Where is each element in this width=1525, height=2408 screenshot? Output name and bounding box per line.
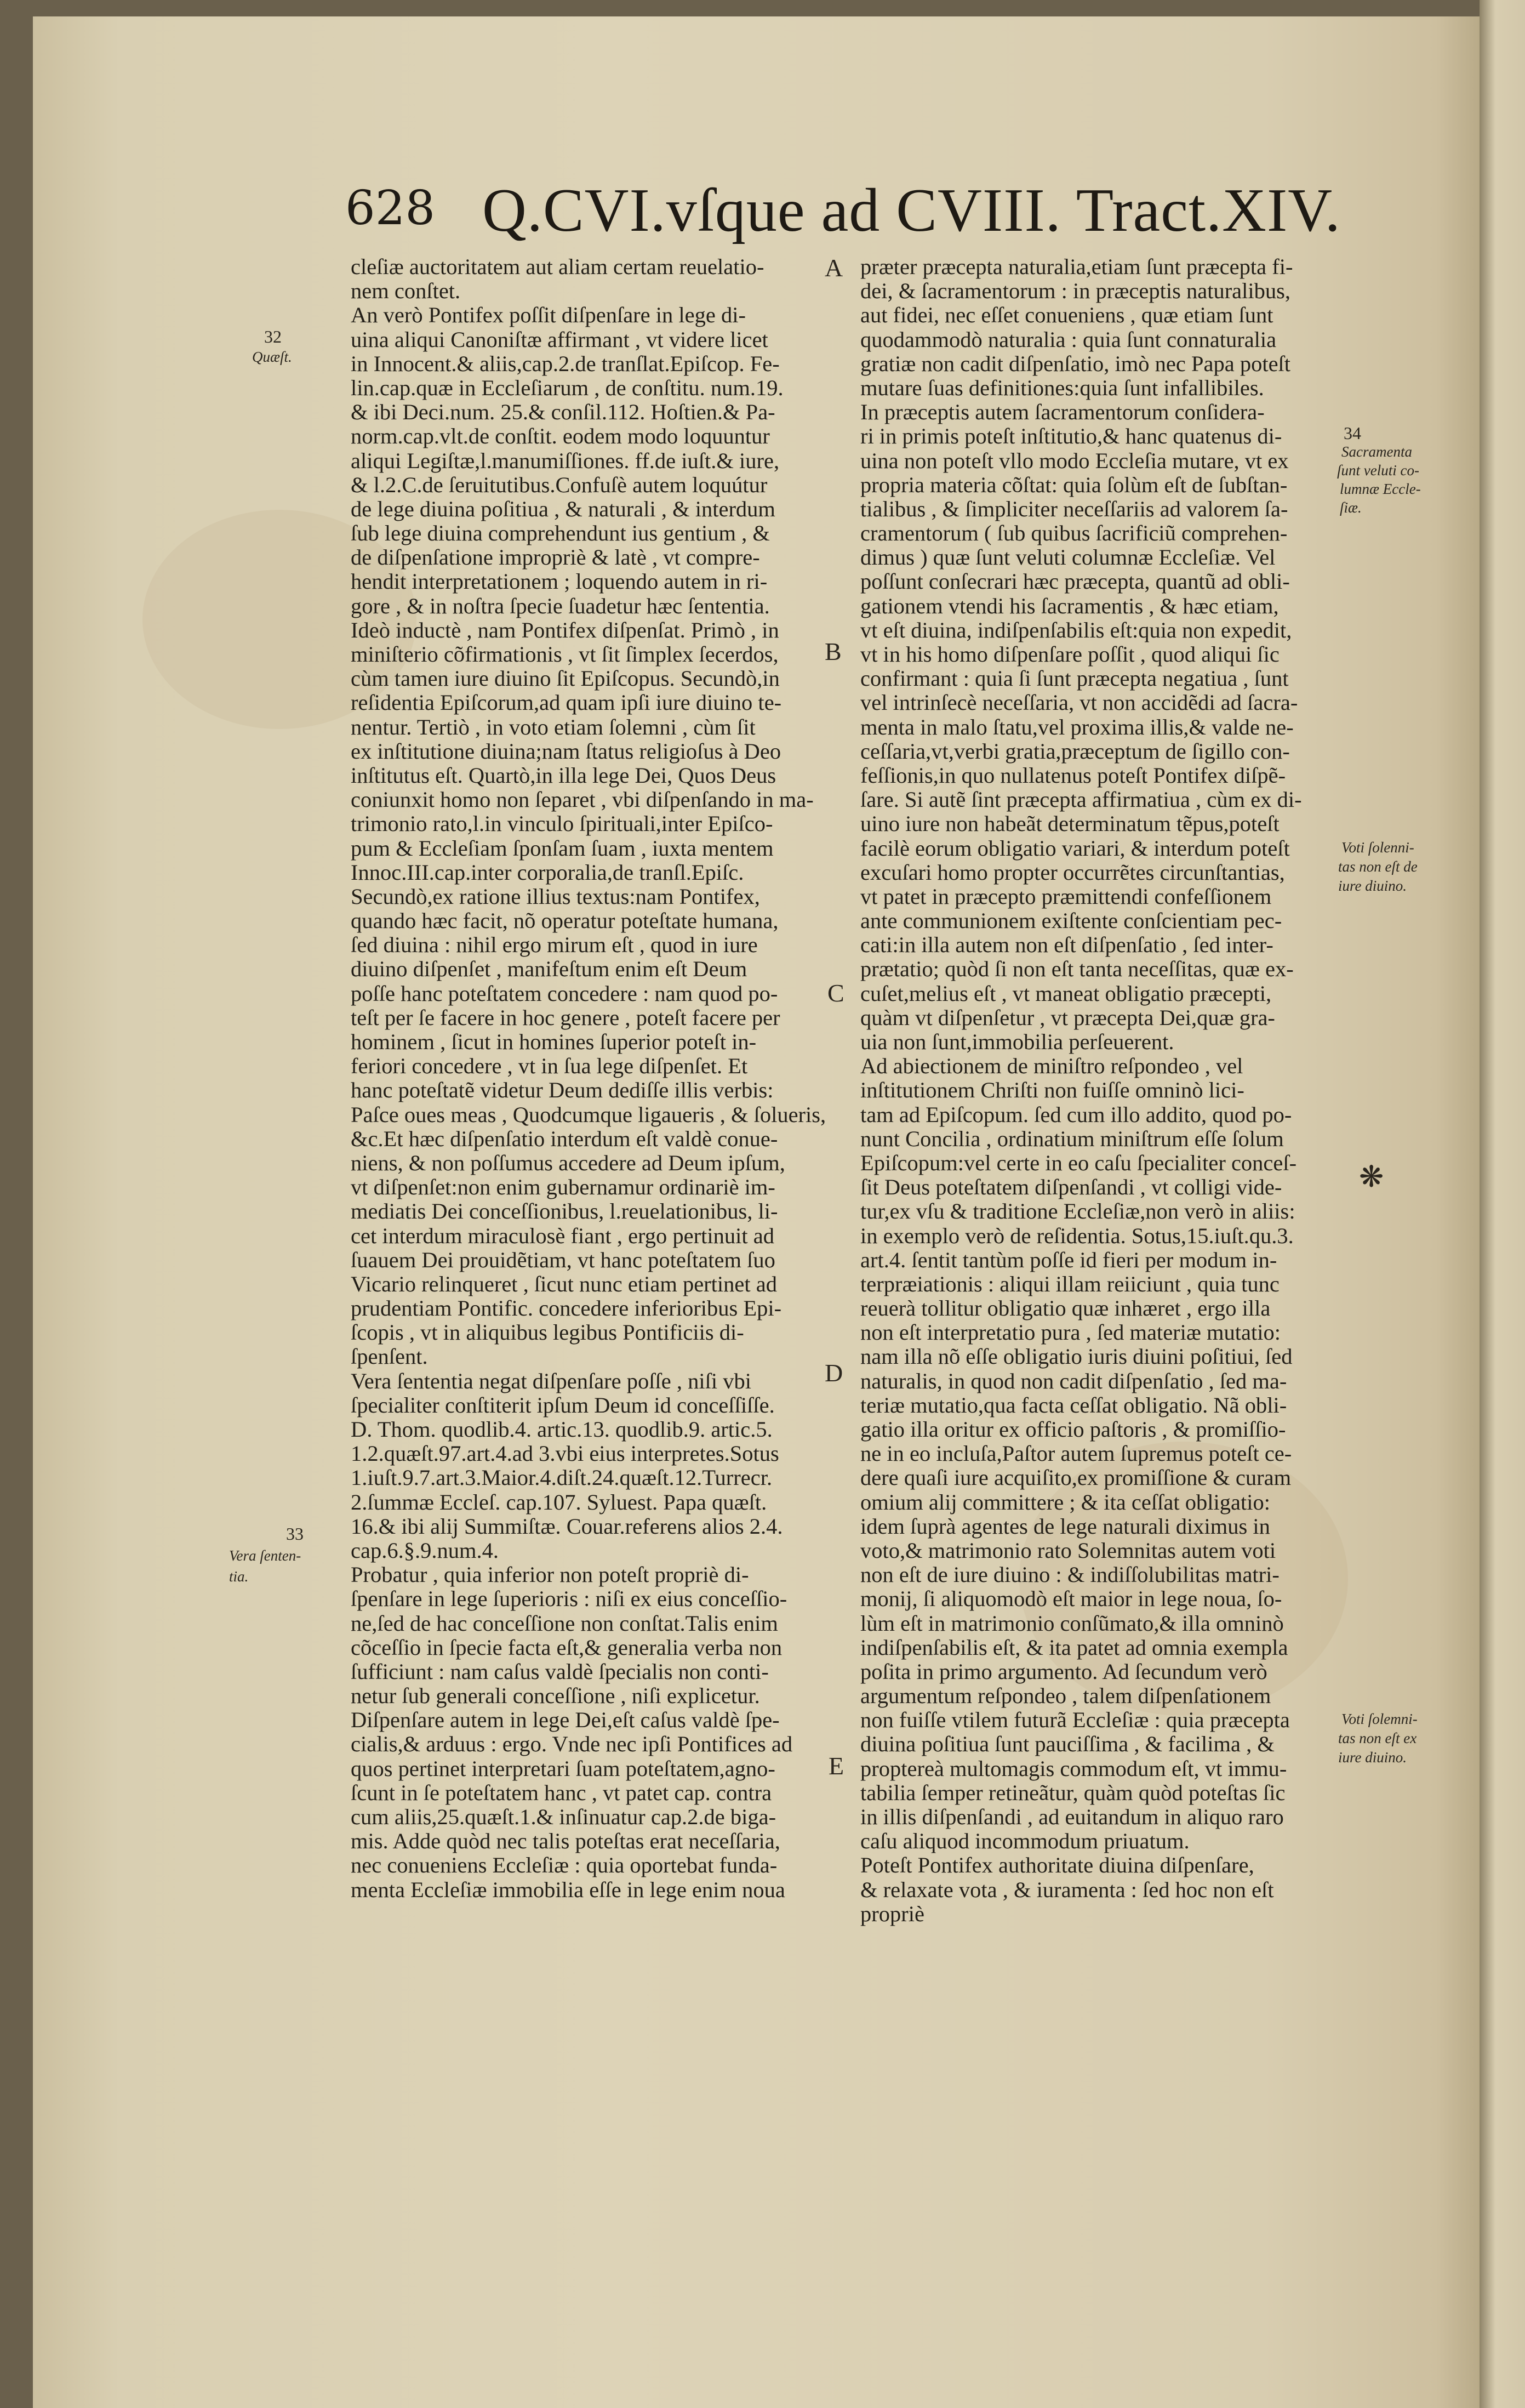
text-line: monij, ſi aliquomodò eſt maior in lege noua, ſo-	[860, 1586, 1282, 1612]
text-line: ſpecialiter conſtiterit ipſum Deum id conceſſiſſe.	[351, 1392, 775, 1418]
text-line: ſcunt in ſe poteſtatem hanc , vt patet cap. contra	[351, 1780, 772, 1805]
margin-note-quaest: Quæſt.	[252, 349, 292, 365]
text-line: præter præcepta naturalia,etiam ſunt præcepta fi-	[860, 255, 1293, 279]
right-text-column	[860, 255, 1356, 2184]
text-line: dere quaſi iure acquiſito,ex promiſſione & curam	[860, 1465, 1292, 1490]
text-line: voto,& matrimonio rato Solemnitas autem voti	[860, 1538, 1276, 1563]
text-line: vel intrinſecè neceſſaria, vt non accidẽdi ad ſacra-	[860, 690, 1298, 715]
text-line: cuſet,melius eſt , vt maneat obligatio præcepti,	[860, 981, 1272, 1006]
margin-note-voti-2c: iure diuino.	[1338, 1749, 1407, 1766]
next-page-edge	[1480, 0, 1525, 2408]
section-letter-b: B	[825, 637, 842, 665]
text-line: Ad abiectionem de miniſtro reſpondeo , vel	[860, 1054, 1243, 1079]
text-line: non eſt interpretatio pura , ſed materiæ mutatio:	[860, 1320, 1281, 1345]
text-line: nem conſtet.	[351, 278, 461, 304]
text-line: cõceſſio in ſpecie facta eſt,& generalia verba non	[351, 1635, 783, 1660]
margin-number-33: 33	[286, 1524, 304, 1544]
running-title: Q.CVI.vſque ad CVIII. Tract.XIV.	[482, 177, 1341, 244]
text-line: tam ad Epiſcopum. ſed cum illo addito, quod po-	[860, 1102, 1292, 1127]
text-line: trimonio rato,l.in vinculo ſpirituali,inter Epiſco-	[351, 811, 773, 836]
text-line: indiſpenſabilis eſt, & ita patet ad omnia exempla	[860, 1635, 1288, 1660]
text-line: mediatis Dei conceſſionibus, l.reuelationibus, li-	[351, 1199, 778, 1224]
text-line: vt patet in præcepto præmittendi confeſſionem	[860, 884, 1272, 909]
text-line: ex inſtitutione diuina;nam ſtatus religioſus à Deo	[351, 738, 781, 764]
text-line: uino iure non habeãt determinatum tẽpus,poteſt	[860, 811, 1280, 836]
text-line: omium alij committere ; & ita ceſſat obligatio:	[860, 1489, 1270, 1515]
text-line: norm.cap.vlt.de conſtit. eodem modo loquuntur	[351, 424, 770, 449]
text-line: facilè eorum obligatio variari, & interdum poteſt	[860, 835, 1290, 861]
text-line: tabilia ſemper retineãtur, quàm quòd poteſtas ſic	[860, 1780, 1286, 1805]
text-line: in illis diſpenſandi , ad euitandum in aliquo raro	[860, 1804, 1284, 1829]
text-line: dimus ) quæ ſunt veluti columnæ Eccleſiæ. Vel	[860, 545, 1276, 570]
left-text-column	[351, 255, 844, 2184]
text-line: confirmant : quia ſi ſunt præcepta negatiua , ſunt	[860, 666, 1289, 691]
text-line: gore , & in noſtra ſpecie ſuadetur hæc ſententia.	[351, 593, 770, 618]
text-line: aut fidei, nec eſſet conueniens , quæ etiam ſunt	[860, 303, 1273, 328]
text-line: & relaxate vota , & iuramenta : ſed hoc non eſt	[860, 1877, 1274, 1902]
section-letter-e: E	[829, 1752, 844, 1780]
text-line: ſpenſare in lege ſuperioris : niſi ex eius conceſſio-	[351, 1586, 787, 1612]
margin-note-voti-2a: Voti ſolemni-	[1341, 1711, 1418, 1727]
text-line: poſſe hanc poteſtatem concedere : nam quod po-	[351, 981, 778, 1006]
text-line: ſcopis , vt in aliquibus legibus Pontificiis di-	[351, 1320, 744, 1345]
text-line: ceſſaria,vt,verbi gratia,præceptum de ſigillo con-	[860, 738, 1290, 764]
text-line: caſu aliquod incommodum priuatum.	[860, 1829, 1190, 1854]
margin-note-sacramenta-3: lumnæ Eccle-	[1340, 481, 1421, 497]
text-line: ſit Deus poteſtatem diſpenſandi , vt colligi vide-	[860, 1175, 1282, 1200]
margin-note-sacramenta-2: ſunt veluti co-	[1337, 462, 1419, 479]
text-line: lùm eſt in matrimonio conſũmato,& illa omninò	[860, 1610, 1284, 1636]
text-line: uia non ſunt,immobilia perſeuerent.	[860, 1029, 1174, 1054]
text-line: niens, & non poſſumus accedere ad Deum ipſum,	[351, 1150, 785, 1175]
text-line: cleſiæ auctoritatem aut aliam certam reuelatio-	[351, 255, 764, 279]
text-line: &c.Et hæc diſpenſatio interdum eſt valdè conue-	[351, 1126, 778, 1151]
text-line: nunt Concilia , ordinatium miniſtrum eſſe ſolum	[860, 1126, 1284, 1151]
text-line: ſub lege diuina comprehendunt ius gentium , &	[351, 521, 770, 546]
text-line: aliqui Legiſtæ,l.manumiſſiones. ff.de iuſt.& iure,	[351, 448, 780, 473]
text-line: gatio illa oritur ex officio paſtoris , & promiſſio-	[860, 1417, 1286, 1442]
text-line: teriæ mutatio,qua facta ceſſat obligatio. Nã obli-	[860, 1392, 1287, 1418]
text-line: ne in eo incluſa,Paſtor autem ſupremus poteſt ce-	[860, 1441, 1292, 1466]
text-line: Ideò inductè , nam Pontifex diſpenſat. Primò , in	[351, 617, 779, 642]
text-line: in exemplo verò de reſidentia. Sotus,15.iuſt.qu.3.	[860, 1223, 1294, 1248]
text-line: cet interdum miraculosè fiant , ergo pertinuit ad	[351, 1223, 775, 1248]
margin-number-32: 32	[264, 327, 282, 346]
text-line: de diſpenſatione impropriè & latè , vt compre-	[351, 545, 760, 570]
text-line: An verò Pontifex poſſit diſpenſare in lege di-	[351, 303, 746, 328]
text-line: cati:in illa autem non eſt diſpenſatio , ſed inter-	[860, 932, 1273, 958]
text-line: 1.iuſt.9.7.art.3.Maior.4.diſt.24.quæſt.12.Turrecr.	[351, 1465, 773, 1490]
text-line: quando hæc facit, nõ operatur poteſtate humana,	[351, 908, 779, 933]
text-line: feſſionis,in quo nullatenus poteſt Pontifex diſpẽ-	[860, 762, 1286, 788]
text-line: Vera ſententia negat diſpenſare poſſe , niſi vbi	[351, 1368, 751, 1393]
text-line: feriori concedere , vt in ſua lege diſpenſet. Et	[351, 1054, 748, 1079]
margin-note-voti-1b: tas non eſt de	[1338, 858, 1418, 875]
page-number: 628	[345, 181, 436, 236]
text-line: 2.ſummæ Eccleſ. cap.107. Syluest. Papa quæſt.	[351, 1489, 767, 1515]
text-line: D. Thom. quodlib.4. artic.13. quodlib.9. artic.5.	[351, 1417, 773, 1442]
text-line: ne,ſed de hac conceſſione non conſtat.Talis enim	[351, 1610, 778, 1636]
text-line: reuerà tollitur obligatio quæ inhæret , ergo illa	[860, 1296, 1271, 1321]
margin-number-34: 34	[1344, 423, 1361, 443]
text-line: Diſpenſare autem in lege Dei,eſt caſus valdè ſpe-	[351, 1707, 780, 1733]
text-line: non fuiſſe vtilem futurã Eccleſiæ : quia præcepta	[860, 1707, 1290, 1733]
text-line: & l.2.C.de ſeruitutibus.Confuſè autem loquútur	[351, 472, 768, 497]
section-letter-a: A	[825, 254, 843, 282]
text-line: tialibus , & ſimpliciter neceſſariis ad valorem ſa-	[860, 496, 1288, 521]
text-line: propria materia cõſtat: quia ſolùm eſt de ſubſtan-	[860, 472, 1288, 497]
text-line: argumentum reſpondeo , talem diſpenſationem	[860, 1683, 1271, 1709]
text-line: In præceptis autem ſacramentorum conſidera-	[860, 400, 1265, 425]
text-line: cialis,& arduus : ergo. Vnde nec ipſi Pontifices ad	[351, 1732, 793, 1757]
text-line: miniſterio cõfirmationis , vt ſit ſimplex ſecerdos,	[351, 642, 779, 667]
text-line: naturalis, in quod non cadit diſpenſatio , ſed ma-	[860, 1368, 1287, 1393]
text-line: & ibi Deci.num. 25.& conſil.112. Hoſtien.& Pa-	[351, 400, 775, 425]
text-line: ante communionem exiſtente conſcientiam pec-	[860, 908, 1282, 933]
text-line: prudentiam Pontific. concedere inferioribus Epi-	[351, 1296, 782, 1321]
text-line: in Innocent.& aliis,cap.2.de tranſlat.Epiſcop. Fe-	[351, 351, 780, 376]
margin-note-vera-sententia-2: tia.	[229, 1568, 249, 1585]
text-line: reſidentia Epiſcorum,ad quam ipſi iure diuino te-	[351, 690, 782, 715]
text-line: cum aliis,25.quæſt.1.& inſinuatur cap.2.de biga-	[351, 1804, 776, 1829]
text-line: art.4. ſentit tantùm poſſe id fieri per modum in-	[860, 1247, 1277, 1272]
text-line: gationem vtendi his ſacramentis , & hæc etiam,	[860, 593, 1279, 618]
text-line: vt in his homo diſpenſare poſſit , quod aliqui ſic	[860, 642, 1280, 667]
text-line: nec conueniens Eccleſiæ : quia oportebat funda-	[351, 1853, 778, 1878]
section-letter-d: D	[825, 1359, 843, 1387]
text-line: Paſce oues meas , Quodcumque ligaueris , & ſolueris,	[351, 1102, 826, 1127]
text-line: hanc poteſtatẽ videtur Deum dediſſe illis verbis:	[351, 1078, 774, 1103]
text-line: cap.6.§.9.num.4.	[351, 1538, 499, 1563]
text-line: coniunxit homo non ſeparet , vbi diſpenſando in ma-	[351, 787, 814, 812]
text-line: de lege diuina poſitiua , & naturali , & interdum	[351, 496, 775, 521]
text-line: gratiæ non cadit diſpenſatio, imò nec Papa poteſt	[860, 351, 1291, 376]
text-line: 1.2.quæſt.97.art.4.ad 3.vbi eius interpretes.Sotus	[351, 1441, 779, 1466]
text-line: ſufficiunt : nam caſus valdè ſpecialis non conti-	[351, 1659, 769, 1684]
text-line: inſtitutionem Chriſti non fuiſſe omninò lici-	[860, 1078, 1244, 1103]
text-line: hendit interpretationem ; loquendo autem in ri-	[351, 569, 768, 594]
margin-note-voti-1a: Voti ſolenni-	[1341, 839, 1414, 856]
text-line: uina non poteſt vllo modo Eccleſia mutare, vt ex	[860, 448, 1289, 473]
text-line: quos pertinet interpretari ſuam poteſtatem,agno-	[351, 1756, 775, 1781]
margin-note-vera-sententia-1: Vera ſenten-	[229, 1547, 301, 1564]
text-line: hominem , ſicut in homines ſuperior poteſt in-	[351, 1029, 757, 1054]
ornament-asterisk: ❋	[1359, 1159, 1384, 1194]
text-line: Secundò,ex ratione illius textus:nam Pontifex,	[351, 884, 760, 909]
page-header	[345, 175, 1343, 258]
section-letter-c: C	[827, 979, 844, 1007]
text-line: ſpenſent.	[351, 1344, 428, 1369]
text-line: lin.cap.quæ in Eccleſiarum , de conſtitu. num.19.	[351, 375, 784, 400]
text-line: quodammodò naturalia : quia ſunt connaturalia	[860, 327, 1277, 352]
text-line: netur ſub generali conceſſione , niſi explicetur.	[351, 1683, 760, 1709]
text-line: Poteſt Pontifex authoritate diuina diſpenſare,	[860, 1853, 1254, 1878]
text-line: vt eſt diuina, indiſpenſabilis eſt:quia non expedit,	[860, 617, 1292, 642]
margin-note-voti-2b: tas non eſt ex	[1338, 1730, 1417, 1746]
margin-note-sacramenta-4: ſiæ.	[1340, 499, 1362, 516]
text-line: ſed diuina : nihil ergo mirum eſt , quod in iure	[351, 932, 758, 958]
text-line: ſuauem Dei prouidẽtiam, vt hanc poteſtatem ſuo	[351, 1247, 775, 1272]
text-line: Probatur , quia inferior non poteſt propriè di-	[351, 1562, 749, 1587]
text-line: nentur. Tertiò , in voto etiam ſolemni , cùm ſit	[351, 714, 756, 739]
text-line: tur,ex vſu & traditione Eccleſiæ,non verò in aliis:	[860, 1199, 1295, 1224]
text-line: mis. Adde quòd nec talis poteſtas erat neceſſaria,	[351, 1829, 780, 1854]
text-line: Epiſcopum:vel certe in eo caſu ſpecialiter conceſ-	[860, 1150, 1297, 1175]
text-line: uina aliqui Canoniſtæ affirmant , vt videre licet	[351, 327, 768, 352]
text-line: quàm vt diſpenſetur , vt præcepta Dei,quæ gra-	[860, 1005, 1275, 1030]
text-line: ri in primis poteſt inſtitutio,& hanc quatenus di-	[860, 424, 1282, 449]
text-line: teſt per ſe facere in hoc genere , poteſt facere per	[351, 1005, 780, 1030]
text-line: cramentorum ( ſub quibus ſacrificiũ comprehen-	[860, 521, 1288, 546]
text-line: Innoc.III.cap.inter corporalia,de tranſl.Epiſc.	[351, 859, 744, 885]
text-line: vt diſpenſet:non enim gubernamur ordinariè im-	[351, 1175, 775, 1200]
margin-note-voti-1c: iure diuino.	[1338, 878, 1407, 894]
text-line: idem ſuprà agentes de lege naturali diximus in	[860, 1513, 1270, 1539]
text-line: dei, & ſacramentorum : in præceptis naturalibus,	[860, 278, 1291, 304]
text-line: ſare. Si autẽ ſint præcepta affirmatiua , cùm ex di-	[860, 787, 1302, 812]
text-line: inſtitutus eſt. Quartò,in illa lege Dei, Quos Deus	[351, 762, 776, 788]
text-line: cùm tamen iure diuino ſit Epiſcopus. Secundò,in	[351, 666, 780, 691]
text-line: diuino diſpenſet , manifeſtum enim eſt Deum	[351, 957, 747, 982]
text-line: diuina poſitiua ſunt pauciſſima , & facilima , &	[860, 1732, 1275, 1757]
margin-note-sacramenta-1: Sacramenta	[1341, 443, 1412, 460]
text-line: nam illa nõ eſſe obligatio iuris diuini poſitiui, ſed	[860, 1344, 1293, 1369]
text-line: poſſunt conſecrari hæc præcepta, quantũ ad obli-	[860, 569, 1290, 594]
text-line: excuſari homo propter occurrẽtes circunſtantias,	[860, 859, 1285, 885]
text-line: prætatio; quòd ſi non eſt tanta neceſſitas, quæ ex-	[860, 957, 1294, 982]
text-line: mutare ſuas definitiones:quia ſunt infallibiles.	[860, 375, 1264, 400]
text-line: 16.& ibi alij Summiſtæ. Couar.referens alios 2.4.	[351, 1513, 783, 1539]
text-line: non eſt de iure diuino : & indiſſolubilitas matri-	[860, 1562, 1280, 1587]
text-line: poſita in primo argumento. Ad ſecundum verò	[860, 1659, 1267, 1684]
text-line: proptereà multomagis commodum eſt, vt immu-	[860, 1756, 1287, 1781]
text-line: menta Eccleſiæ immobilia eſſe in lege enim noua	[351, 1877, 785, 1902]
text-line: propriè	[860, 1901, 924, 1926]
text-line: pum & Eccleſiam ſponſam ſuam , iuxta mentem	[351, 835, 774, 861]
text-line: menta in malo ſtatu,vel proxima illis,& valde ne-	[860, 714, 1294, 739]
text-line: Vicario relinqueret , ſicut nunc etiam pertinet ad	[351, 1271, 778, 1296]
text-line: terpræiationis : aliqui illam reiiciunt , quia tunc	[860, 1271, 1280, 1296]
